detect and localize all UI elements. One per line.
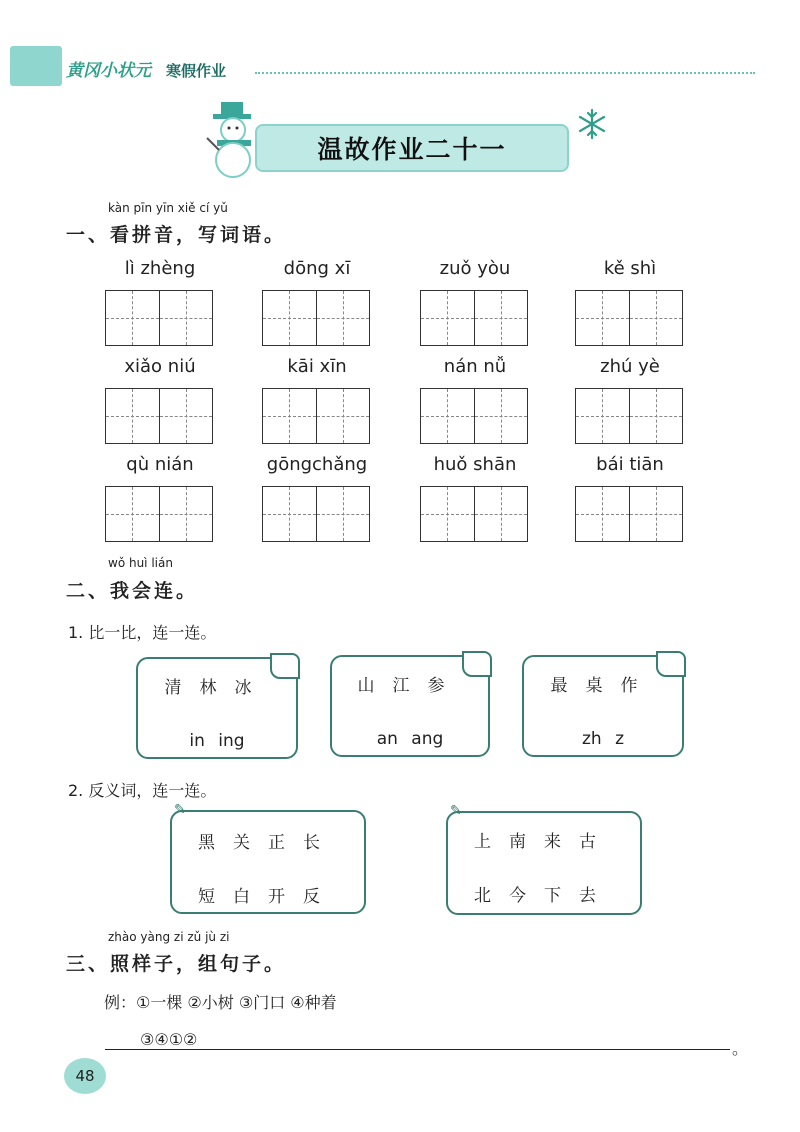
word-pinyin: nán nǚ [443,356,507,377]
tianzige-grid[interactable] [105,388,213,444]
word-pinyin: qù nián [126,454,194,475]
word-pinyin: kě shì [603,258,657,279]
writing-grid-item [575,356,685,444]
page-number: 48 [64,1058,106,1094]
writing-grid-item [420,454,530,542]
grid-cell[interactable] [421,487,474,541]
grid-cell[interactable] [263,487,316,541]
section3-pinyin: zhào yàng zi zǔ jù zi [108,930,230,944]
grid-cell[interactable] [159,487,213,541]
tianzige-grid[interactable] [420,486,528,542]
tianzige-grid[interactable] [420,388,528,444]
brand-logo: 黄冈小状元 [66,61,151,81]
writing-grid-item [575,258,685,346]
writing-grid-item [420,258,530,346]
card-bottom-words: 北今下去 [474,886,614,906]
tianzige-grid[interactable] [575,486,683,542]
header-subtitle: 寒假作业 [166,62,227,80]
title-banner [255,124,569,172]
tianzige-grid[interactable] [262,486,370,542]
section2-pinyin: wǒ huì lián [108,556,173,570]
tianzige-grid[interactable] [105,486,213,542]
grid-cell[interactable] [421,291,474,345]
section2-heading: 二、我会连。 [66,580,199,602]
question-1: 1. 比一比，连一连。 [68,623,217,642]
grid-cell[interactable] [316,487,370,541]
section1-pinyin: kàn pīn yīn xiě cí yǔ [108,201,228,215]
word-pinyin: zhú yè [600,356,660,377]
word-pinyin: gōngchǎng [266,454,368,475]
grid-cell[interactable] [316,389,370,443]
word-pinyin: kāi xīn [287,356,347,377]
grid-cell[interactable] [263,389,316,443]
word-pinyin: lì zhèng [124,258,196,279]
word-pinyin: dōng xī [283,258,351,279]
card-characters: 山江参 [357,676,463,696]
answer-line[interactable] [105,1049,730,1050]
grid-cell[interactable] [629,291,683,345]
tianzige-grid[interactable] [420,290,528,346]
grid-cell[interactable] [576,487,629,541]
grid-cell[interactable] [576,291,629,345]
card-top-words: 上南来古 [474,832,614,852]
example-answer: ③④①② [140,1030,198,1049]
tianzige-grid[interactable] [575,388,683,444]
match-card-1 [136,657,298,759]
writing-grid-item [262,258,372,346]
grid-cell[interactable] [106,487,159,541]
tianzige-grid[interactable] [262,290,370,346]
section1-heading: 一、看拼音，写词语。 [66,224,287,246]
antonym-card-1 [170,802,366,914]
grid-cell[interactable] [629,389,683,443]
word-pinyin: huǒ shān [433,454,517,475]
example-sentence: 例：①一棵 ②小树 ③门口 ④种着 [104,993,337,1012]
tianzige-grid[interactable] [105,290,213,346]
writing-grid-item [262,454,372,542]
grid-cell[interactable] [474,291,528,345]
grid-cell[interactable] [159,291,213,345]
grid-cell[interactable] [474,389,528,443]
antonym-card-2 [446,803,642,915]
card-characters: 清林冰 [164,678,270,698]
card-characters: 最桌作 [550,676,656,696]
tianzige-grid[interactable] [262,388,370,444]
section3-heading: 三、照样子，组句子。 [66,953,287,975]
grid-cell[interactable] [576,389,629,443]
card-pinyin: in ing [189,731,245,751]
grid-cell[interactable] [421,389,474,443]
writing-grid-item [262,356,372,444]
grid-cell[interactable] [316,291,370,345]
grid-cell[interactable] [106,389,159,443]
match-card-2 [330,655,490,757]
page-title: 温故作业二十一 [317,135,507,164]
grid-cell[interactable] [629,487,683,541]
header-tab [10,46,62,86]
card-pinyin: zh z [581,729,625,749]
writing-grid-item [105,454,215,542]
writing-grid-item [105,258,215,346]
pin-icon: ✎ [450,803,462,819]
snowflake-icon [576,108,608,140]
grid-cell[interactable] [263,291,316,345]
end-mark: 。 [732,1039,749,1058]
word-pinyin: xiǎo niú [124,356,196,377]
pin-icon: ✎ [174,802,186,818]
grid-cell[interactable] [106,291,159,345]
grid-cell[interactable] [159,389,213,443]
question-2: 2. 反义词，连一连。 [68,781,217,800]
word-pinyin: bái tiān [596,454,664,475]
writing-grid-item [420,356,530,444]
writing-grid-item [105,356,215,444]
card-bottom-words: 短白开反 [198,887,338,907]
tianzige-grid[interactable] [575,290,683,346]
writing-grid-item [575,454,685,542]
word-pinyin: zuǒ yòu [439,258,511,279]
match-card-3 [522,655,684,757]
header-dotted-line [255,72,755,74]
card-pinyin: an ang [376,729,444,749]
card-top-words: 黑关正长 [198,833,338,853]
grid-cell[interactable] [474,487,528,541]
